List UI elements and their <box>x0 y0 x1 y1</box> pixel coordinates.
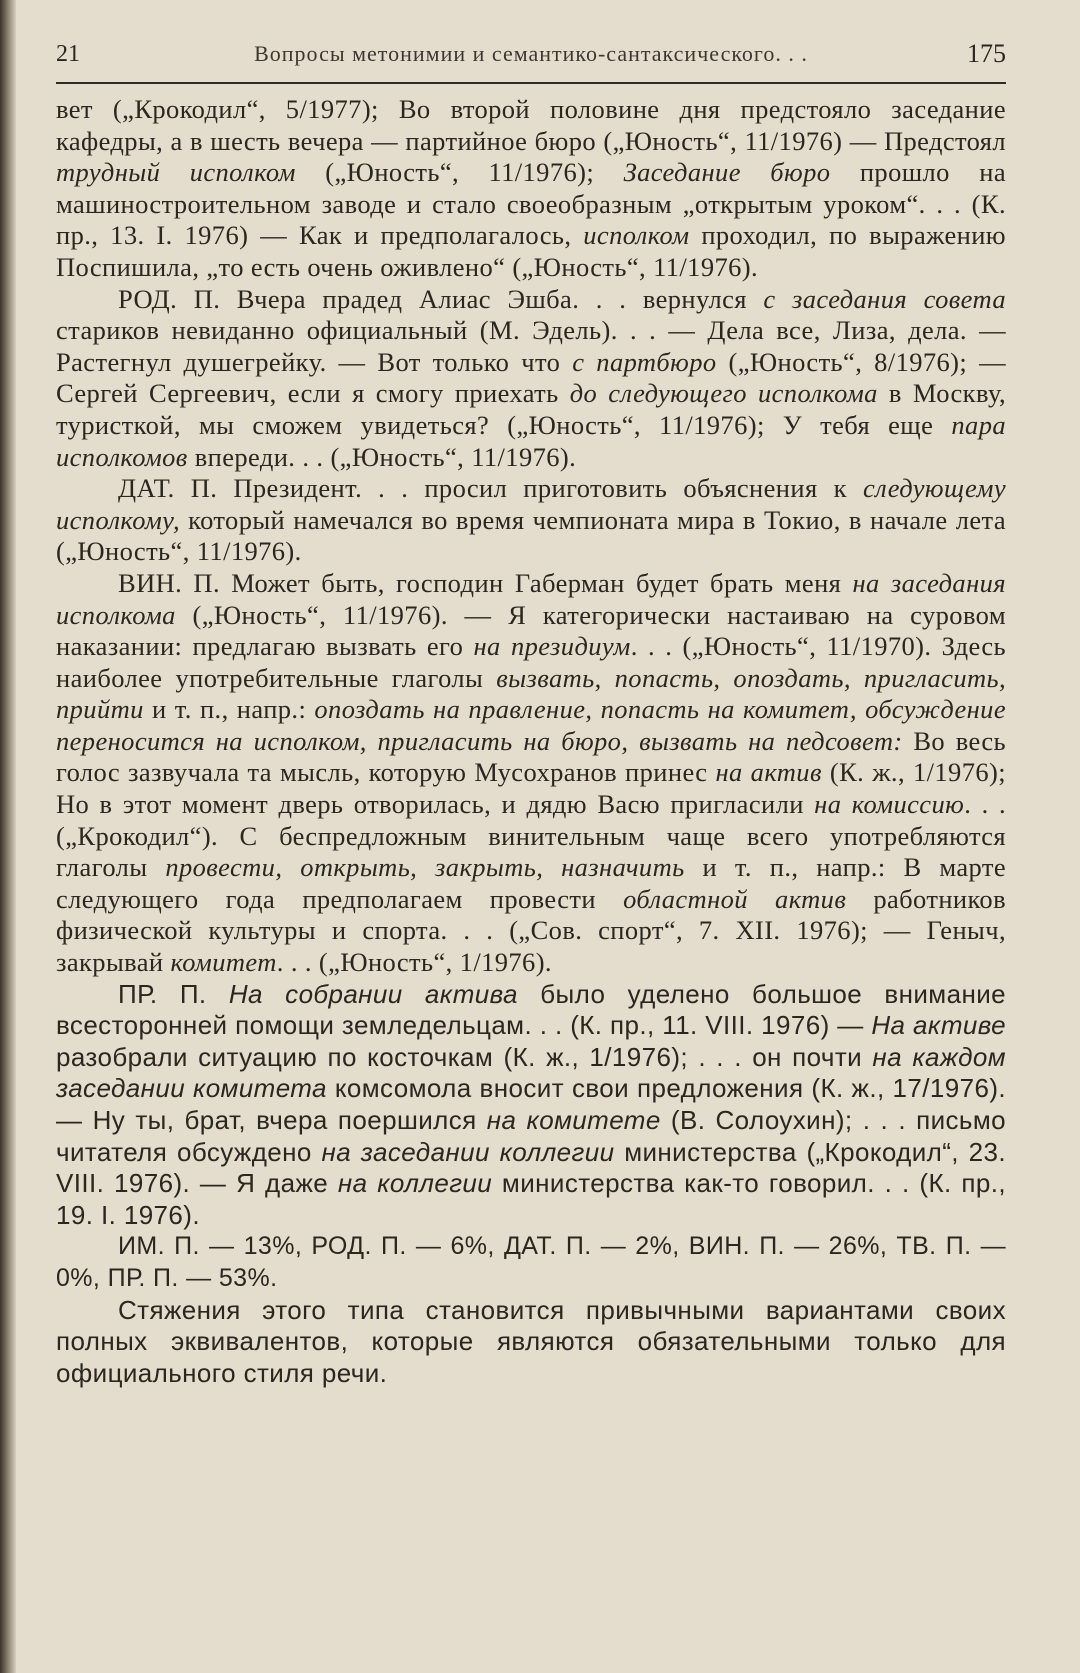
italic-example: комитет <box>170 947 277 978</box>
paragraph-dative <box>56 473 1006 568</box>
italic-example: провести, открыть, закрыть, назначить <box>165 852 685 883</box>
text-run: работников физической культуры и спорта. . . („Сов. спорт“, 7. XII. 1976); — Геныч, закрывай <box>56 883 1006 978</box>
italic-example: на актив <box>715 757 822 788</box>
italic-example: на заседания исполкома <box>56 567 1006 630</box>
italic-example: с партбюро <box>572 346 717 377</box>
text-run: стариков невиданно официальный (М. Эдель). . . — Дела все, Лиза, дела. — Растегнул душегрейку. — Вот только что <box>56 315 1006 377</box>
text-run: в Москву, туристкой, мы сможем увидеться? („Юность“, 11/1976); У тебя еще <box>56 378 1006 440</box>
text-run: который намечался во время чемпионата мира в Токио, в начале лета („Юность“, 11/1976). <box>56 504 1006 567</box>
text-run: (В. Солоухин); . . . письмо читателя обсуждено <box>56 1105 1007 1167</box>
text-run: проходил, по выражению Поспишила, „то есть очень оживлено“ („Юность“, 11/1976). <box>56 220 1006 282</box>
text-run: прошло на машиностроительном заводе и стало своеобразным „открытым уроком“. . . (К. пр., 13. I. 1976) — Как и предполагалось, <box>56 157 1006 251</box>
paragraph-prepositional <box>56 979 1006 1232</box>
paragraph-genitive <box>56 284 1006 474</box>
header-rule <box>56 82 1006 84</box>
text-run: Во весь голос зазвучала та мысль, которую Мусохранов принес <box>56 725 1006 788</box>
text-run: . . . („Юность“, 1/1976). <box>276 947 552 978</box>
italic-example: на комиссию <box>814 789 965 820</box>
text-run: . . . („Юность“, 11/1970). Здесь наиболее употребительные глаголы <box>56 631 1006 693</box>
italic-example: на коллегии <box>337 1168 493 1199</box>
case-statistics: ИМ. П. — 13%, РОД. П. — 6%, ДАТ. П. — 2%, ВИН. П. — 26%, ТВ. П. — 0%, ПР. П. — 53%. <box>56 1232 1006 1292</box>
italic-example: на заседании коллегии <box>321 1136 615 1167</box>
running-title: Вопросы метонимии и семантико-сантаксического. . . <box>254 41 808 66</box>
running-header <box>56 28 1006 80</box>
italic-example: на президиум <box>473 631 631 662</box>
italic-example: на комитете <box>486 1105 661 1135</box>
paragraph-conclusion: Стяжения этого типа становится привычными вариантами своих полных эквивалентов, которые являются обязательными только для официального стиля речи. <box>56 1294 1006 1388</box>
text-run: ПР. П. <box>118 978 229 1009</box>
book-spine-shadow <box>0 0 16 1673</box>
paragraph-accusative <box>56 568 1006 979</box>
italic-example: областной актив <box>623 883 847 914</box>
text-run: . . . („Крокодил“). С беспредложным винительным чаще всего употребляются глаголы <box>56 789 1006 883</box>
text-run: („Юность“, 11/1976). — Я категорически настаиваю на суровом наказании: предлагаю вызвать его <box>56 599 1006 662</box>
body-text <box>56 94 1006 1389</box>
italic-example: следующему исполкому, <box>56 473 1006 535</box>
italic-example: вызвать, попасть, опоздать, пригласить, прийти <box>56 662 1007 725</box>
text-run: („Юность“, 8/1976); — Сергей Сергеевич, если я смогу приехать <box>56 346 1006 409</box>
text-run: было уделено большое внимание всесторонней помощи земледельцам. . . (К. пр., 11. VIII. 1976) — <box>56 978 1006 1041</box>
italic-example: На собрании актива <box>228 978 518 1009</box>
paragraph-continuation <box>56 94 1006 284</box>
text-run: („Юность“, 11/1976); <box>295 157 624 188</box>
chapter-number: 21 <box>56 41 80 67</box>
text-run: комсомола вносит свои предложения (К. ж., 17/1976). — Ну ты, брат, вчера поершился <box>56 1073 1007 1135</box>
text-run: ВИН. П. Может быть, господин Габерман будет брать меня <box>118 567 853 598</box>
italic-example: с заседания совета <box>763 283 1006 314</box>
book-page <box>56 28 1006 1389</box>
text-run: ДАТ. П. Президент. . . просил приготовить объяснения к <box>118 473 863 504</box>
text-run: разобрали ситуацию по косточкам (К. ж., 1/1976); . . . он почти <box>56 1041 873 1072</box>
italic-example: опоздать на правление, попасть на комитет, обсуждение переносится на исполком, пригласить на бюро, вызвать на педсовет: <box>56 694 1006 756</box>
text-run: РОД. П. Вчера прадед Алиас Эшба. . . вернулся <box>118 283 764 314</box>
italic-example: трудный исполком <box>56 157 296 188</box>
text-run: (К. ж., 1/1976); Но в этот момент дверь отворилась, и дядю Васю пригласили <box>56 757 1006 820</box>
italic-example: пара исполкомов <box>56 409 1006 472</box>
italic-example: на каждом заседании комитета <box>56 1041 1006 1104</box>
text-run: министерства как-то говорил. . . (К. пр., 19. I. 1976). <box>56 1168 1007 1230</box>
italic-example: На активе <box>871 1010 1006 1041</box>
text-run: и т. п., напр.: В марте следующего года предполагаем провести <box>56 852 1007 914</box>
italic-example: до следующего исполкома <box>569 378 878 409</box>
text-run: вет („Крокодил“, 5/1977); Во второй половине дня предстояло заседание кафедры, а в шесть вечера — партийное бюро („Юность“, 11/1976) — Предстоял <box>56 94 1006 156</box>
italic-example: Заседание бюро <box>623 157 831 188</box>
text-run: и т. п., напр.: <box>143 694 315 725</box>
text-run: министерства („Крокодил“, 23. VIII. 1976). — Я даже <box>56 1136 1006 1199</box>
italic-example: исполком <box>583 220 690 251</box>
text-run: впереди. . . („Юность“, 11/1976). <box>187 441 577 472</box>
page-number: 175 <box>967 39 1006 68</box>
